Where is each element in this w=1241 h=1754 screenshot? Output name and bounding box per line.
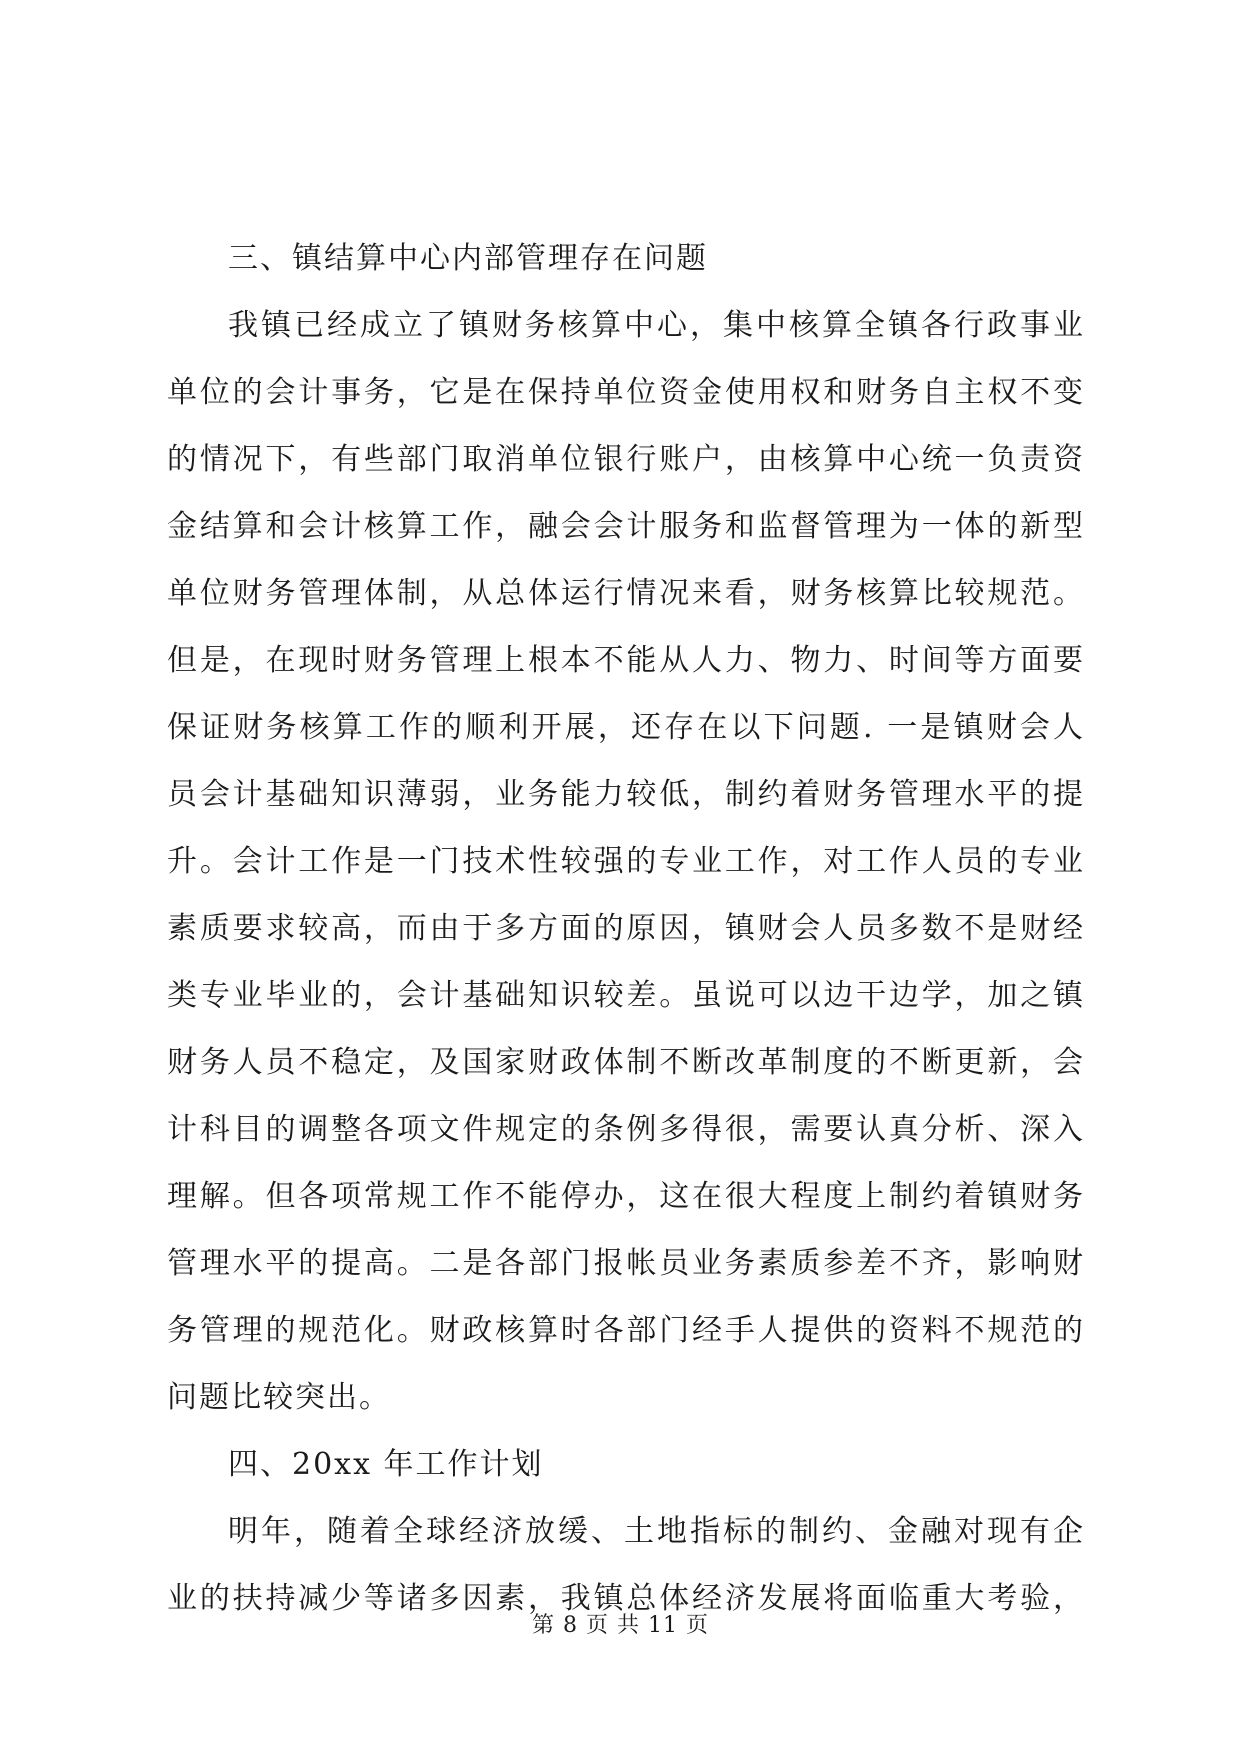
paragraph-line: 单位的会计事务，它是在保持单位资金使用权和财务自主权不变 [167,375,1085,410]
paragraph-line: 保证财务核算工作的顺利开展，还存在以下问题. 一是镇财会人 [167,710,1085,745]
paragraph-line: 升。会计工作是一门技术性较强的专业工作，对工作人员的专业 [167,844,1085,879]
paragraph-line: 我镇已经成立了镇财务核算中心，集中核算全镇各行政事业 [228,308,1085,343]
paragraph-line: 但是，在现时财务管理上根本不能从人力、物力、时间等方面要 [167,643,1085,678]
paragraph-line: 财务人员不稳定，及国家财政体制不断改革制度的不断更新，会 [167,1045,1085,1080]
section-heading-4: 四、20xx 年工作计划 [228,1447,544,1482]
paragraph-line: 管理水平的提高。二是各部门报帐员业务素质参差不齐，影响财 [167,1246,1085,1281]
paragraph-line: 业的扶持减少等诸多因素，我镇总体经济发展将面临重大考验， [167,1581,1085,1616]
paragraph-line: 务管理的规范化。财政核算时各部门经手人提供的资料不规范的 [167,1313,1085,1348]
page-number-footer: 第 8 页 共 11 页 [532,1613,709,1638]
paragraph-1 [167,292,1085,1431]
paragraph-line: 计科目的调整各项文件规定的条例多得很，需要认真分析、深入 [167,1112,1085,1147]
paragraph-line: 金结算和会计核算工作，融会会计服务和监督管理为一体的新型 [167,509,1085,544]
paragraph-line: 单位财务管理体制，从总体运行情况来看，财务核算比较规范。 [167,576,1085,611]
document-body [167,225,1085,1632]
paragraph-line: 类专业毕业的，会计基础知识较差。虽说可以边干边学，加之镇 [167,978,1085,1013]
paragraph-line: 明年，随着全球经济放缓、土地指标的制约、金融对现有企 [228,1514,1085,1549]
paragraph-line: 问题比较突出。 [167,1380,391,1415]
paragraph-line: 的情况下，有些部门取消单位银行账户，由核算中心统一负责资 [167,442,1085,477]
section-heading-3: 三、镇结算中心内部管理存在问题 [228,241,708,276]
paragraph-line: 素质要求较高，而由于多方面的原因，镇财会人员多数不是财经 [167,911,1085,946]
paragraph-line: 理解。但各项常规工作不能停办，这在很大程度上制约着镇财务 [167,1179,1085,1214]
paragraph-line: 员会计基础知识薄弱，业务能力较低，制约着财务管理水平的提 [167,777,1085,812]
